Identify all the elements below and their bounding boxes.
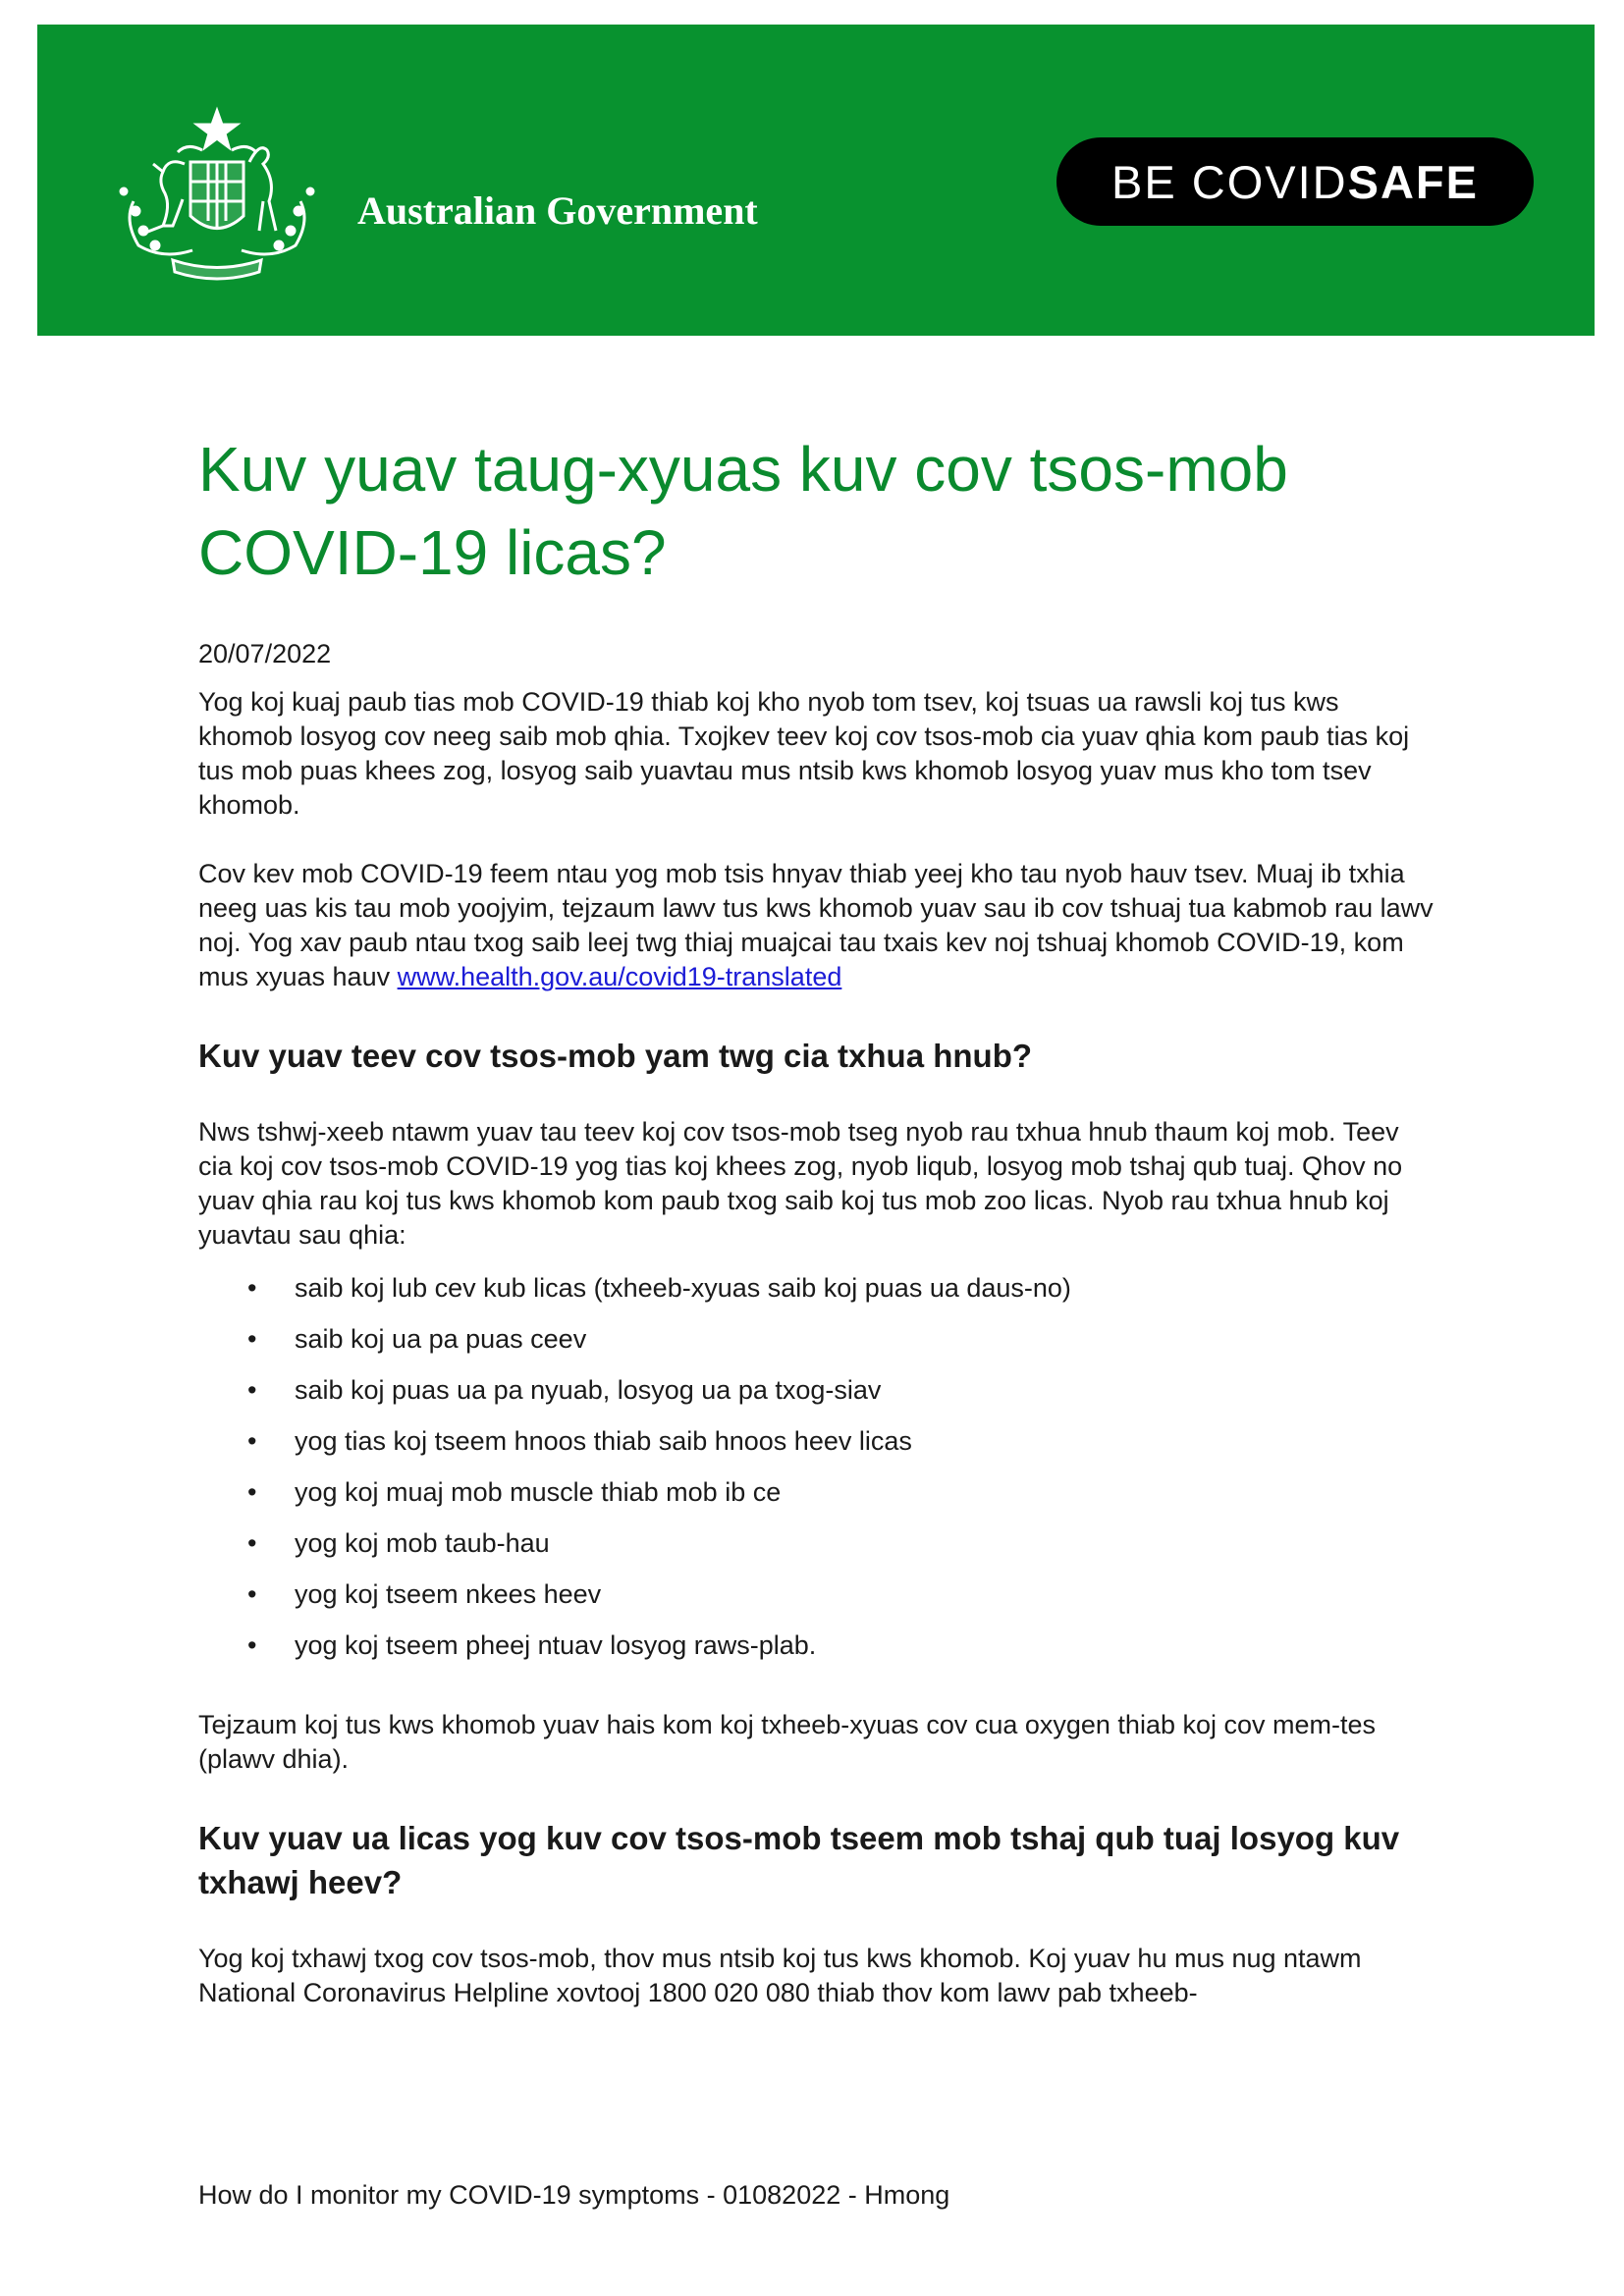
badge-text-be-covid: BE COVID xyxy=(1111,155,1348,208)
section-heading-daily-symptoms: Kuv yuav teev cov tsos-mob yam twg cia txhua hnub? xyxy=(198,1038,1033,1074)
be-covidsafe-badge xyxy=(1056,137,1534,226)
bullet-icon: • xyxy=(247,1528,257,1558)
document-date: 20/07/2022 xyxy=(198,639,332,668)
bullet-icon: • xyxy=(247,1375,257,1405)
list-item: • yog koj muaj mob muscle thiab mob ib ce xyxy=(198,1467,1435,1518)
bullet-icon: • xyxy=(247,1426,257,1456)
treatment-paragraph-text: Cov kev mob COVID-19 feem ntau yog mob tsis hnyav thiab yeej kho tau nyob hauv tsev. Muaj ib txhia neeg uas kis tau mob yoojyim, tejzaum lawv tus kws khomob yuav sau ib cov tshuaj tua kabmob rau lawv noj. Yog xav paub ntau txog saib leej twg thiaj muajcai tau txais kev noj tshuaj khomob COVID-19, kom mus xyuas hauv xyxy=(198,859,1434,991)
oxygen-pulse-paragraph: Tejzaum koj tus kws khomob yuav hais kom koj txheeb-xyuas cov cua oxygen thiab koj cov mem-tes (plawv dhia). xyxy=(198,1710,1377,1774)
page-footer: How do I monitor my COVID-19 symptoms - 01082022 - Hmong xyxy=(198,2180,950,2210)
list-item: • saib koj lub cev kub licas (txheeb-xyuas saib koj puas ua daus-no) xyxy=(198,1262,1435,1313)
section-heading-worsening-symptoms: Kuv yuav ua licas yog kuv cov tsos-mob tseem mob tshaj qub tuaj losyog kuv txhawj heev? xyxy=(198,1820,1400,1900)
commonwealth-coat-of-arms-icon xyxy=(94,103,340,290)
header-banner xyxy=(37,25,1595,336)
bullet-icon: • xyxy=(247,1579,257,1609)
government-name: Australian Government xyxy=(357,188,758,233)
bullet-icon: • xyxy=(247,1477,257,1507)
health-translated-link[interactable]: www.health.gov.au/covid19-translated xyxy=(397,962,842,991)
daily-symptoms-paragraph: Nws tshwj-xeeb ntawm yuav tau teev koj cov tsos-mob tseg nyob rau txhua hnub thaum koj mob. Teev cia koj cov tsos-mob COVID-19 yog tias koj khees zog, nyob liqub, losyog mob tshaj qub tuaj. Qhov no yuav qhia rau koj tus kws khomob kom paub txog saib koj tus mob zoo licas. Nyob rau txhua hnub koj yuavtau sau qhia: xyxy=(198,1117,1403,1250)
helpline-paragraph: Yog koj txhawj txog cov tsos-mob, thov mus ntsib koj tus kws khomob. Koj yuav hu mus nug ntawm National Coronavirus Helpline xovtooj 1800 020 080 thiab thov kom lawv pab txheeb- xyxy=(198,1944,1362,2007)
bullet-icon: • xyxy=(247,1273,257,1303)
list-item: • yog koj mob taub-hau xyxy=(198,1518,1435,1569)
badge-text-safe: SAFE xyxy=(1347,155,1479,208)
list-item: • saib koj puas ua pa nyuab, losyog ua pa txog-siav xyxy=(198,1364,1435,1415)
list-item: • yog koj tseem nkees heev xyxy=(198,1569,1435,1620)
page-title: Kuv yuav taug-xyuas kuv cov tsos-mob COVID-19 licas? xyxy=(198,434,1288,588)
intro-paragraph: Yog koj kuaj paub tias mob COVID-19 thiab koj kho nyob tom tsev, koj tsuas ua rawsli koj tus kws khomob losyog cov neeg saib mob qhia. Txojkev teev koj cov tsos-mob cia yuav qhia kom paub tias koj tus mob puas khees zog, losyog saib yuavtau mus ntsib kws khomob losyog yuav mus kho tom tsev khomob. xyxy=(198,687,1410,820)
list-item: • yog koj tseem pheej ntuav losyog raws-plab. xyxy=(198,1620,1435,1671)
bullet-icon: • xyxy=(247,1630,257,1660)
document-content xyxy=(198,428,1435,2010)
list-item: • saib koj ua pa puas ceev xyxy=(198,1313,1435,1364)
bullet-icon: • xyxy=(247,1324,257,1354)
list-item: • yog tias koj tseem hnoos thiab saib hnoos heev licas xyxy=(198,1415,1435,1467)
treatment-paragraph xyxy=(198,857,1435,994)
symptom-list xyxy=(198,1262,1435,1671)
